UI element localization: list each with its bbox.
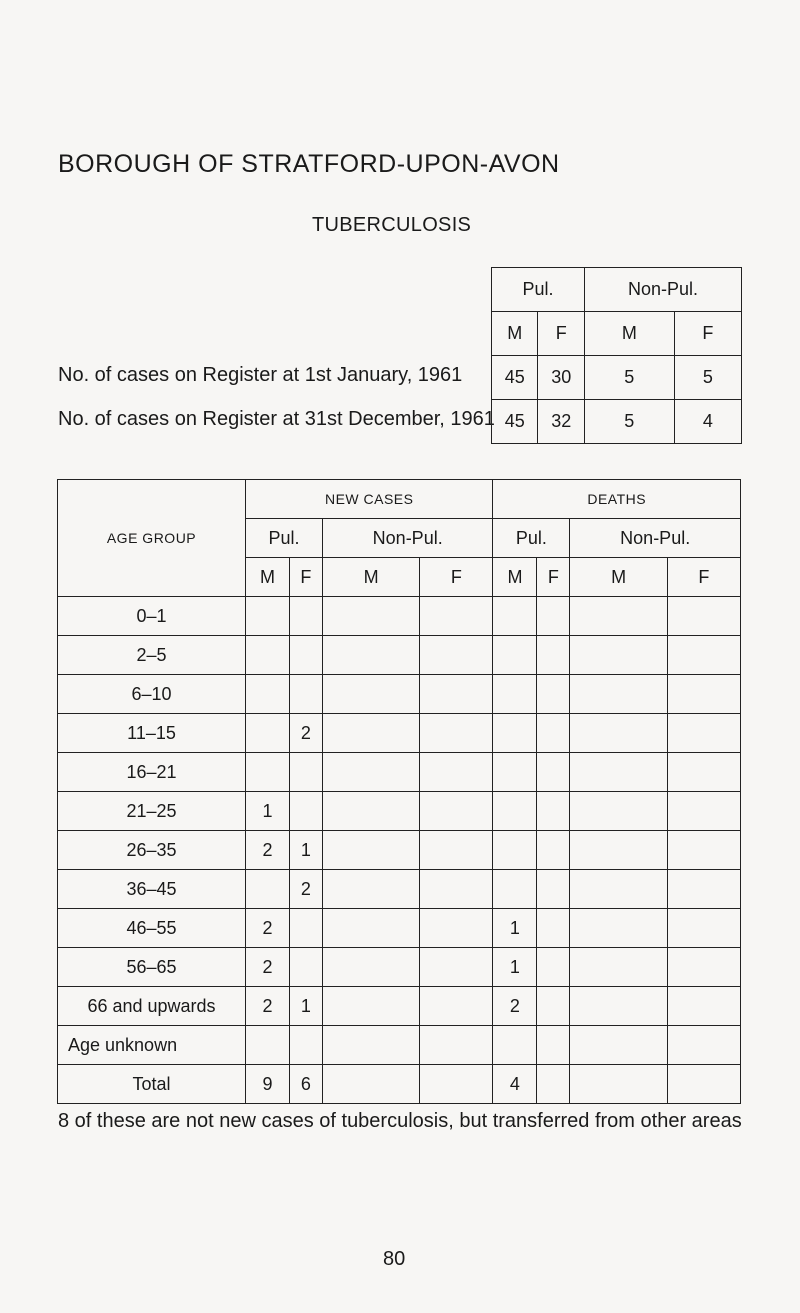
table-cell: 1 (493, 948, 537, 987)
table-cell (537, 792, 570, 831)
table-cell: 2 (289, 870, 322, 909)
table-cell (246, 636, 290, 675)
table-cell (493, 597, 537, 636)
table-cell (537, 948, 570, 987)
table-cell (420, 1065, 493, 1104)
table-row (58, 636, 741, 675)
page-title: BOROUGH OF STRATFORD-UPON-AVON (58, 150, 560, 178)
table-cell (246, 870, 290, 909)
age-group-cell: 46–55 (58, 909, 246, 948)
table-cell: 1 (289, 987, 322, 1026)
table-cell: 2 (246, 987, 290, 1026)
age-group-cell: 16–21 (58, 753, 246, 792)
table-cell (493, 1026, 537, 1065)
table-cell (289, 597, 322, 636)
table-row (58, 714, 741, 753)
table-cell (322, 675, 419, 714)
table-cell (667, 597, 740, 636)
table-cell (493, 792, 537, 831)
table-cell (420, 948, 493, 987)
table-cell (667, 792, 740, 831)
register-sub-header: M (492, 312, 538, 356)
table-cell (570, 831, 667, 870)
table-cell (420, 1026, 493, 1065)
table-cell (322, 753, 419, 792)
register-sub-header: F (674, 312, 741, 356)
table-cell (493, 753, 537, 792)
age-group-cell: 21–25 (58, 792, 246, 831)
cases-sub-header: M (570, 558, 667, 597)
table-cell (322, 1065, 419, 1104)
table-cell (493, 870, 537, 909)
table-row (58, 870, 741, 909)
register-group-header: Non-Pul. (584, 268, 741, 312)
table-cell (322, 987, 419, 1026)
register-cell: 5 (584, 400, 674, 444)
age-group-cell: 36–45 (58, 870, 246, 909)
table-row (58, 1026, 741, 1065)
table-cell (570, 597, 667, 636)
register-cell: 5 (584, 356, 674, 400)
register-row-label-jan: No. of cases on Register at 1st January, 1961 (58, 364, 463, 386)
cases-sub-header: F (537, 558, 570, 597)
register-row-label-dec: No. of cases on Register at 31st December, 1961 (58, 408, 495, 430)
register-sub-header: F (538, 312, 584, 356)
register-table (491, 267, 742, 444)
table-cell (537, 1065, 570, 1104)
age-group-header: AGE GROUP (58, 480, 246, 597)
table-cell (570, 714, 667, 753)
table-cell (570, 636, 667, 675)
cases-group-header: Non-Pul. (570, 519, 741, 558)
table-cell (420, 987, 493, 1026)
table-cell (537, 987, 570, 1026)
table-row (58, 909, 741, 948)
table-cell (322, 792, 419, 831)
register-cell: 32 (538, 400, 584, 444)
table-cell: 9 (246, 1065, 290, 1104)
table-cell (289, 753, 322, 792)
table-cell (322, 948, 419, 987)
register-group-header: Pul. (492, 268, 585, 312)
table-cell (420, 909, 493, 948)
table-cell (420, 831, 493, 870)
register-cell: 45 (492, 356, 538, 400)
table-cell (322, 831, 419, 870)
table-cell (667, 948, 740, 987)
register-sub-header: M (584, 312, 674, 356)
table-cell: 1 (246, 792, 290, 831)
table-cell (420, 792, 493, 831)
table-cell (289, 636, 322, 675)
cases-table (57, 479, 741, 1104)
table-cell (667, 870, 740, 909)
table-cell (667, 909, 740, 948)
age-group-cell: 11–15 (58, 714, 246, 753)
table-cell: 2 (289, 714, 322, 753)
table-cell (246, 1026, 290, 1065)
table-cell (289, 948, 322, 987)
table-cell (667, 636, 740, 675)
table-cell (570, 792, 667, 831)
register-cell: 5 (674, 356, 741, 400)
table-cell (570, 909, 667, 948)
cases-sub-header: F (289, 558, 322, 597)
table-cell (667, 1026, 740, 1065)
age-group-cell: 0–1 (58, 597, 246, 636)
cases-sub-header: M (322, 558, 419, 597)
table-cell (322, 1026, 419, 1065)
table-cell (420, 870, 493, 909)
table-cell (246, 753, 290, 792)
table-cell (667, 1065, 740, 1104)
age-group-cell: 26–35 (58, 831, 246, 870)
table-cell (420, 597, 493, 636)
cases-table-body (58, 597, 741, 1104)
age-group-cell: 56–65 (58, 948, 246, 987)
table-cell (493, 714, 537, 753)
new-cases-header: NEW CASES (246, 480, 493, 519)
table-cell (537, 870, 570, 909)
table-row (58, 597, 741, 636)
table-cell (322, 714, 419, 753)
cases-sub-header: M (246, 558, 290, 597)
table-row (58, 792, 741, 831)
table-cell (570, 987, 667, 1026)
age-group-cell: Age unknown (58, 1026, 246, 1065)
table-row (58, 831, 741, 870)
table-cell (322, 636, 419, 675)
table-cell (246, 675, 290, 714)
table-row (58, 675, 741, 714)
table-cell (667, 714, 740, 753)
cases-sub-header: F (667, 558, 740, 597)
table-cell (570, 753, 667, 792)
table-cell (537, 636, 570, 675)
table-cell (667, 831, 740, 870)
table-cell (493, 675, 537, 714)
table-cell (420, 753, 493, 792)
table-cell (570, 948, 667, 987)
table-cell (570, 1065, 667, 1104)
table-cell (537, 753, 570, 792)
table-cell (322, 870, 419, 909)
table-cell (493, 831, 537, 870)
table-cell: 2 (246, 909, 290, 948)
table-cell: 1 (493, 909, 537, 948)
table-cell (537, 597, 570, 636)
age-group-cell: 2–5 (58, 636, 246, 675)
deaths-header: DEATHS (493, 480, 741, 519)
table-cell: 2 (493, 987, 537, 1026)
table-cell (667, 675, 740, 714)
age-group-cell: 6–10 (58, 675, 246, 714)
table-row (58, 753, 741, 792)
cases-sub-header: M (493, 558, 537, 597)
table-cell (570, 870, 667, 909)
table-cell (420, 714, 493, 753)
table-cell: 6 (289, 1065, 322, 1104)
age-group-cell: 66 and upwards (58, 987, 246, 1026)
cases-sub-header: F (420, 558, 493, 597)
table-cell: 4 (493, 1065, 537, 1104)
section-subtitle: TUBERCULOSIS (312, 214, 472, 236)
table-cell (570, 1026, 667, 1065)
register-cell: 45 (492, 400, 538, 444)
register-cell: 30 (538, 356, 584, 400)
table-cell (667, 987, 740, 1026)
table-cell (289, 909, 322, 948)
table-cell (493, 636, 537, 675)
table-cell (537, 675, 570, 714)
table-cell (289, 675, 322, 714)
table-cell (537, 909, 570, 948)
cases-group-header: Non-Pul. (322, 519, 493, 558)
table-cell (570, 675, 667, 714)
table-row (58, 948, 741, 987)
register-cell: 4 (674, 400, 741, 444)
table-cell (667, 753, 740, 792)
table-cell (289, 1026, 322, 1065)
table-row (58, 987, 741, 1026)
footnote: 8 of these are not new cases of tuberculosis, but transferred from other areas (58, 1110, 742, 1132)
table-cell: 1 (289, 831, 322, 870)
table-cell (537, 714, 570, 753)
table-cell (537, 1026, 570, 1065)
age-group-cell: Total (58, 1065, 246, 1104)
page-number: 80 (383, 1248, 406, 1270)
table-cell (322, 597, 419, 636)
table-row (58, 1065, 741, 1104)
table-cell (246, 597, 290, 636)
cases-group-header: Pul. (493, 519, 570, 558)
table-cell (420, 675, 493, 714)
table-cell (322, 909, 419, 948)
table-cell (420, 636, 493, 675)
table-cell (246, 714, 290, 753)
cases-group-header: Pul. (246, 519, 323, 558)
table-cell: 2 (246, 831, 290, 870)
table-cell (289, 792, 322, 831)
table-cell: 2 (246, 948, 290, 987)
table-cell (537, 831, 570, 870)
